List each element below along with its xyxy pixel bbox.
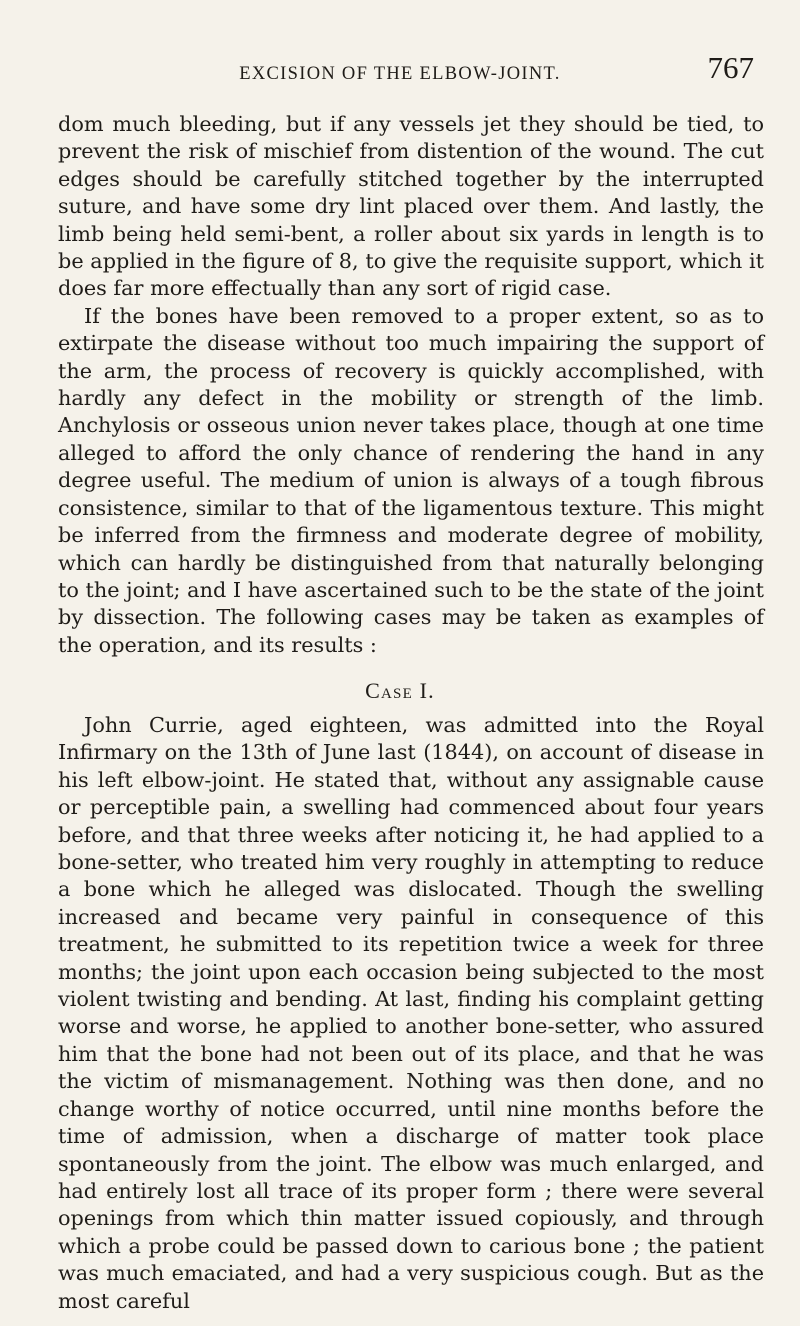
running-title: EXCISION OF THE ELBOW-JOINT. (239, 64, 561, 84)
case-text (58, 712, 764, 1315)
case-heading (0, 678, 800, 704)
paragraph-1: dom much bleeding, but if any vessels jet they should be tied, to prevent the risk of mischief from distention of the wound. The cut edges should be carefully stitched together by the interrupted suture, and have some dry lint placed over them. And lastly, the limb being held semi-bent, a roller about six yards in length is to be applied in the figure of 8, to give the requisite support, which it does far more effectually than any sort of rigid case. (58, 112, 764, 301)
page-number: 767 (707, 50, 754, 85)
paragraph-3: John Currie, aged eighteen, was admitted into the Royal Infirmary on the 13th of June last (1844), on account of disease in his left elbow-joint. He stated that, without any assignable cause or perceptible pain, a swelling had commenced about four years before, and that three weeks after noticing it, he had applied to a bone-setter, who treated him very roughly in attempting to reduce a bone which he alleged was dislocated. Though the swelling increased and became very painful in consequence of this treatment, he submitted to its repetition twice a week for three months; the joint upon each occasion being subjected to the most violent twisting and bending. At last, finding his complaint getting worse and worse, he applied to another bone-setter, who assured him that the bone had not been out of its place, and that he was the victim of mismanagement. Nothing was then done, and no change worthy of notice occurred, until nine months before the time of admission, when a discharge of matter took place spontaneously from the joint. The elbow was much enlarged, and had entirely lost all trace of its proper form ; there were several openings from which thin matter issued copiously, and through which a probe could be passed down to carious bone ; the patient was much emaciated, and had a very suspicious cough. But as the most careful (58, 713, 764, 1313)
case-heading-text: Case I. (365, 678, 435, 703)
main-text-top (58, 111, 764, 659)
paragraph-2: If the bones have been removed to a proper extent, so as to extirpate the disease without too much impairing the support of the arm, the process of recovery is quickly accomplished, with hardly any defect in the mobility or strength of the limb. Anchylosis or osseous union never takes place, though at one time alleged to afford the only chance of rendering the hand in any degree useful. The medium of union is always of a tough fibrous consistence, similar to that of the ligamentous texture. This might be inferred from the firmness and moderate degree of mobility, which can hardly be distinguished from that naturally belonging to the joint; and I have ascertained such to be the state of the joint by dissection. The following cases may be taken as examples of the operation, and its results : (58, 303, 764, 657)
